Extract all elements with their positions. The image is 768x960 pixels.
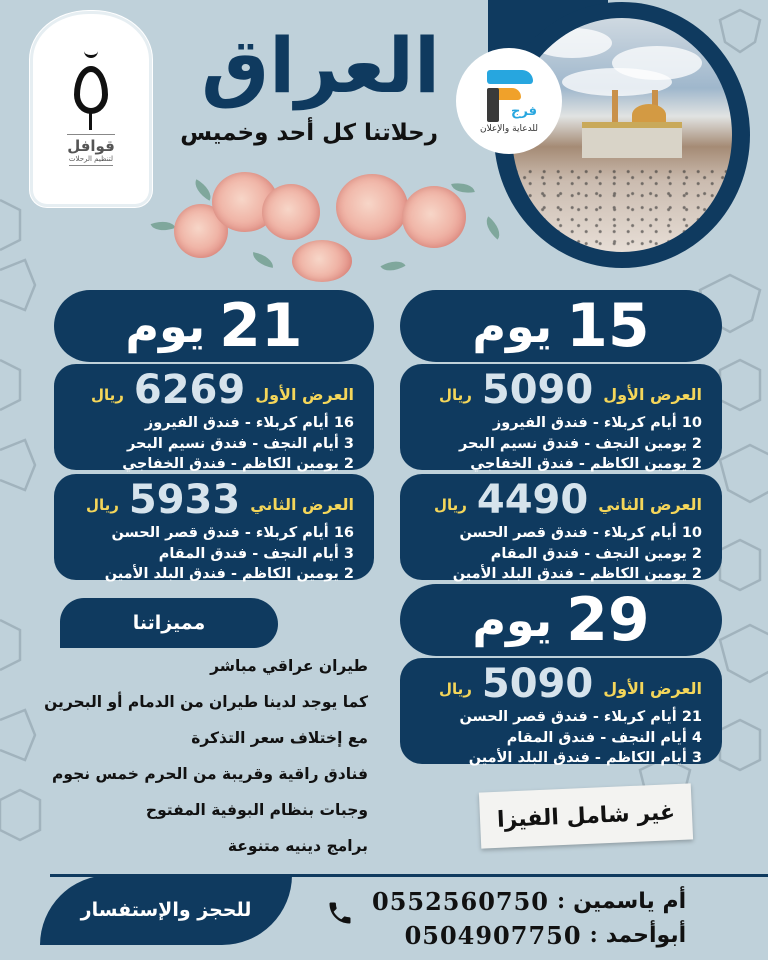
itinerary-line: 21 أيام كربلاء - فندق قصر الحسن [459,709,702,725]
package-29-days-header [400,584,722,656]
package-21-days-header [54,290,374,362]
package-days: 15 [566,291,650,361]
itinerary-line: 2 يومين النجف - فندق المقام [490,545,702,562]
itinerary-line: 10 أيام كربلاء - فندق الفيروز [492,415,702,431]
phone-icon [326,898,354,928]
offer-label: العرض الثاني [598,495,702,514]
feature-item: وجبات بنظام البوفية المفتوح [145,801,368,819]
itinerary-line: 3 أيام النجف - فندق نسيم البحر [127,435,354,452]
package-unit: يوم [125,299,206,353]
package-15-offer-1 [400,364,722,470]
offer-currency: ريال [438,680,472,698]
page-title: العراق [201,21,440,110]
logo-name: قوافل [67,134,115,155]
package-days: 29 [566,585,650,655]
f-letter-logo-icon [483,68,535,122]
itinerary-line: 10 أيام كربلاء - فندق قصر الحسن [459,525,702,541]
package-21-offer-1 [54,364,374,470]
package-unit: يوم [472,299,553,353]
feature-item: طيران عراقي مباشر [210,657,368,675]
itinerary-line: 2 يومين النجف - فندق نسيم البحر [459,435,702,452]
contact-name: أبوأحمد [605,922,687,948]
contact-name: أم ياسمين [573,888,687,914]
contact-phone-number[interactable]: 0504907750 [404,920,582,950]
offer-currency: ريال [438,386,472,404]
offer-label: العرض الأول [603,679,702,698]
roses-decoration [152,162,512,282]
offer-price: 5090 [481,661,594,707]
calligraphy-drop-icon [66,44,116,134]
package-21-offer-2 [54,474,374,580]
package-29-offer-1 [400,658,722,764]
offer-price: 5090 [481,367,594,413]
contact-row [372,884,686,918]
itinerary-line: 16 أيام كربلاء - فندق الفيروز [144,415,354,431]
brand-name: فرج [511,104,537,119]
contact-list [372,884,686,952]
package-unit: يوم [472,593,553,647]
offer-price: 4490 [476,477,589,523]
offer-label: العرض الأول [603,385,702,404]
package-15-days-header [400,290,722,362]
itinerary-line: 3 أيام الكاظم - فندق البلد الأمين [468,750,702,766]
offer-label: العرض الثاني [250,495,354,514]
itinerary-line: 2 يومين الكاظم - فندق البلد الأمين [104,566,354,582]
visa-not-included-note: غير شامل الفيزا [479,783,693,848]
feature-item: فنادق راقية وقريبة من الحرم خمس نجوم [52,765,368,783]
offer-currency: ريال [433,496,467,514]
feature-item: برامج دينيه متنوعة [227,837,368,855]
contact-separator: : [557,888,566,914]
package-15-offer-2 [400,474,722,580]
offer-currency: ريال [90,386,124,404]
brand-tagline: للدعاية والإعلان [479,124,539,134]
package-days: 21 [219,291,303,361]
itinerary-line: 3 أيام النجف - فندق المقام [158,545,354,562]
itinerary-line: 2 يومين الكاظم - فندق الخفاجي [470,456,702,472]
contact-row [372,918,686,952]
offer-label: العرض الأول [255,385,354,404]
logo-tagline: لتنظيم الرحلات [69,155,113,166]
page-subtitle: رحلاتنا كل أحد وخميس [180,120,438,146]
features-list [0,648,368,864]
itinerary-line: 4 أيام النجف - فندق المقام [506,729,702,746]
itinerary-line: 16 أيام كربلاء - فندق قصر الحسن [111,525,354,541]
booking-inquiry-label: للحجز والإستفسار [40,875,292,945]
feature-item: كما يوجد لدينا طيران من الدمام أو البحرين [44,693,368,711]
features-heading: مميزاتنا [60,598,278,648]
offer-price: 6269 [133,367,246,413]
offer-price: 5933 [128,477,241,523]
feature-item: مع إختلاف سعر التذكرة [191,729,368,747]
contact-phone-number[interactable]: 0552560750 [372,886,549,916]
itinerary-line: 2 يومين الكاظم - فندق البلد الأمين [452,566,702,582]
contact-separator: : [589,922,598,948]
itinerary-line: 2 يومين الكاظم - فندق الخفاجي [122,456,354,472]
offer-currency: ريال [85,496,119,514]
company-logo [33,14,149,204]
brand-logo-circle [456,48,562,154]
